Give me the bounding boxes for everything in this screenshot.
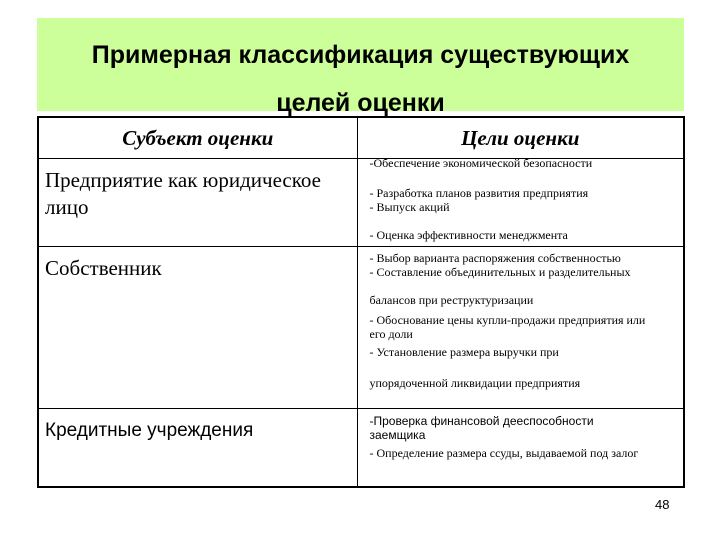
goal-item: балансов при реструктуризации (369, 293, 534, 307)
goals-table (37, 116, 685, 488)
goal-item: упорядоченной ликвидации предприятия (369, 376, 581, 390)
goals-owner (357, 247, 684, 409)
goal-item: - Установление размера выручки при (369, 345, 559, 359)
goals-enterprise (357, 156, 684, 247)
goal-item: -Проверка финансовой дееспособности заемщика (369, 414, 594, 442)
goal-item: -Обеспечение экономической безопасности (369, 156, 593, 170)
table-row (38, 247, 684, 409)
goal-item: - Разработка планов развития предприятия (369, 186, 589, 200)
goals-credit (357, 409, 684, 487)
goal-item: - Оценка эффективности менеджмента (369, 228, 568, 242)
subject-label: Кредитные учреждения (45, 420, 254, 441)
goal-item: - Выбор варианта распоряжения собственностью (369, 251, 621, 265)
subject-credit (38, 409, 357, 487)
subject-label: Предприятие как юридическое лицо (45, 168, 321, 219)
goal-item: - Составление объединительных и разделительных (369, 265, 631, 279)
header-subject: Субъект оценки (38, 117, 357, 159)
page-number: 48 (655, 497, 670, 512)
header-goals: Цели оценки (357, 117, 684, 159)
title-line-1: Примерная классификация существующих (91, 41, 630, 69)
goal-item: - Определение размера ссуды, выдаваемой под залог (369, 446, 639, 460)
subject-enterprise (38, 159, 357, 247)
title-line-2: целей оценки (276, 89, 445, 117)
goal-item: - Обоснование цены купли-продажи предприятия или его доли (369, 313, 646, 341)
table-header-row (38, 117, 684, 159)
goal-item: - Выпуск акций (369, 200, 450, 214)
table-row (38, 409, 684, 487)
subject-label: Собственник (45, 256, 162, 280)
title-banner (37, 18, 684, 117)
table-row (38, 159, 684, 247)
subject-owner (38, 247, 357, 409)
